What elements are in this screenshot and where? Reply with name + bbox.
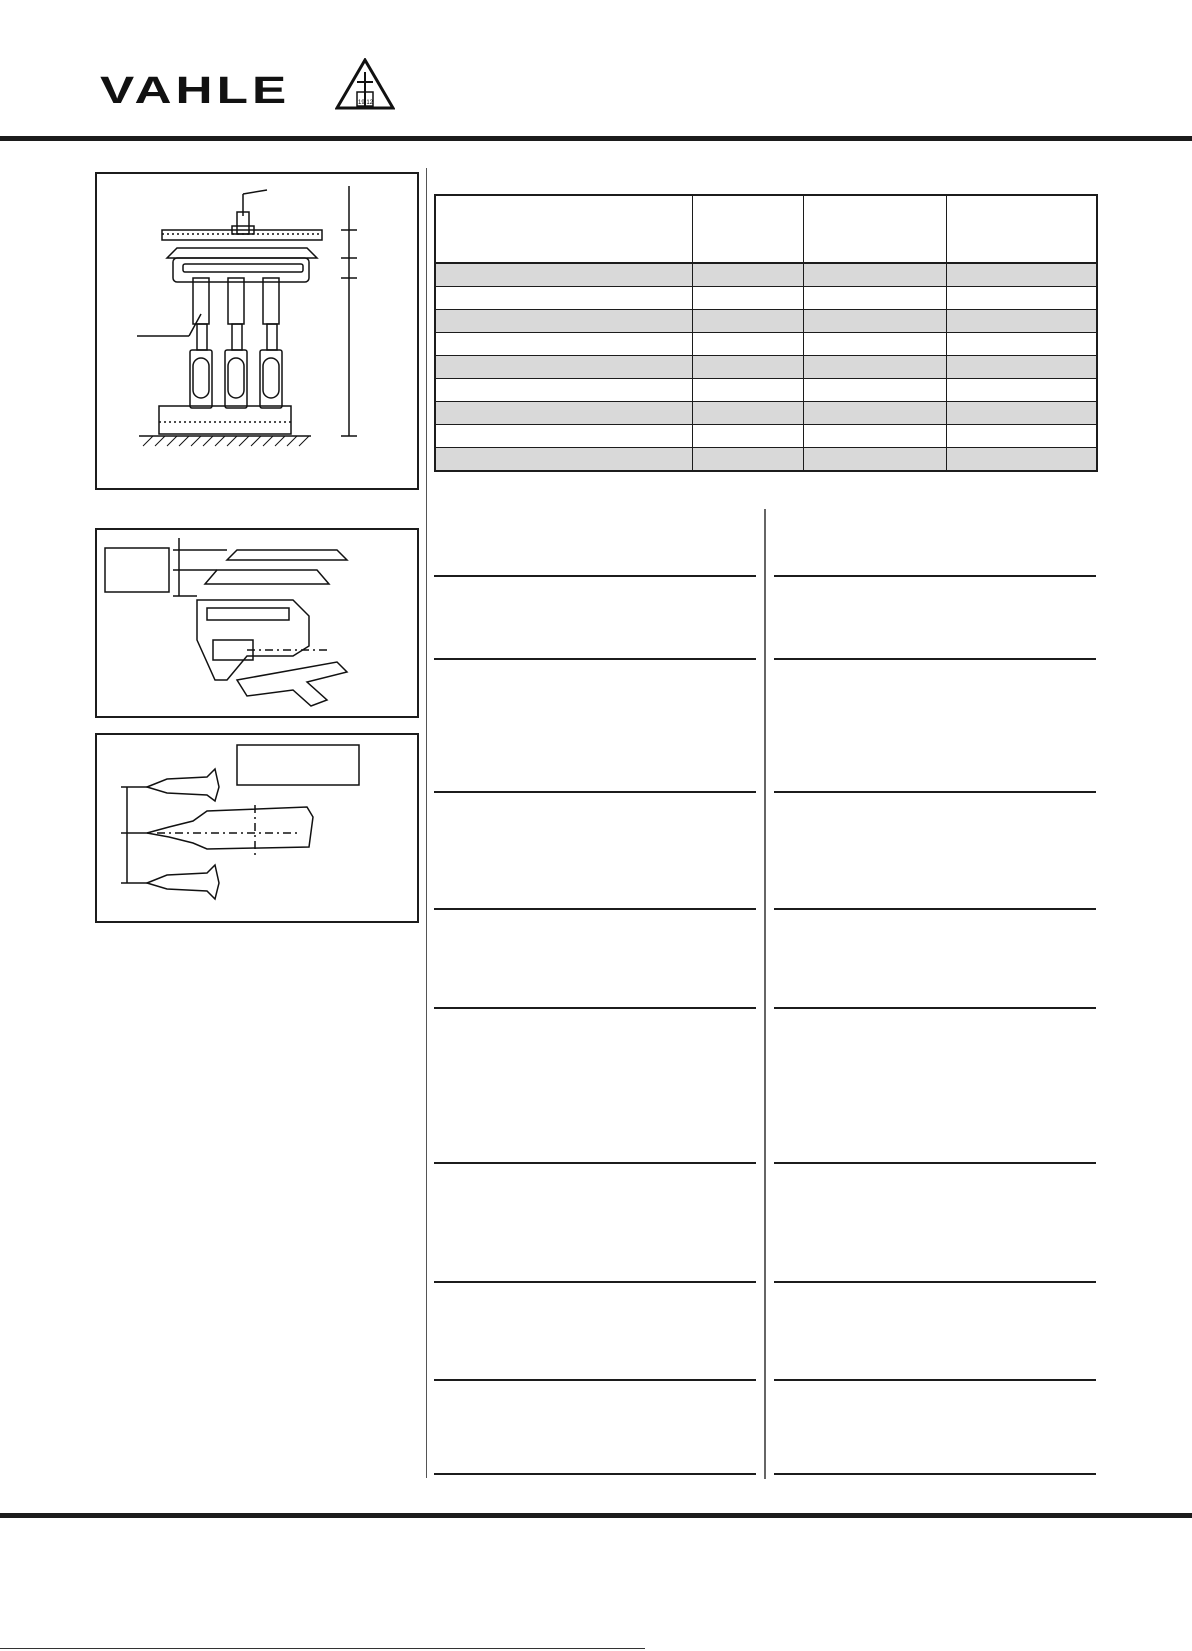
table-cell xyxy=(693,402,804,425)
table-row xyxy=(435,402,1097,425)
entry-right xyxy=(774,1283,1096,1381)
entry-left xyxy=(434,910,756,1009)
table-header-cell xyxy=(947,195,1098,263)
table-header-row xyxy=(435,195,1097,263)
table-header-cell xyxy=(804,195,947,263)
collector-profile-drawing-icon xyxy=(97,530,417,716)
table-cell xyxy=(804,448,947,472)
footer-hairline xyxy=(0,1648,645,1649)
table-cell xyxy=(435,356,693,379)
table-header-cell xyxy=(693,195,804,263)
table-cell xyxy=(693,263,804,287)
specification-table xyxy=(434,194,1098,472)
page-column-divider xyxy=(426,168,427,1478)
table-cell xyxy=(804,402,947,425)
table-cell xyxy=(693,425,804,448)
entry-right xyxy=(774,577,1096,660)
header-rule xyxy=(0,136,1192,141)
vahle-logo xyxy=(100,58,395,110)
table-cell xyxy=(435,287,693,310)
table-row xyxy=(435,425,1097,448)
table-cell xyxy=(435,310,693,333)
entry-left xyxy=(434,1009,756,1164)
footer-rule xyxy=(0,1513,1192,1518)
brand-name: VAHLE xyxy=(100,70,291,112)
conductor-rail-mounting-drawing xyxy=(95,172,419,490)
table-cell xyxy=(947,448,1098,472)
entry-right xyxy=(774,793,1096,910)
table-cell xyxy=(804,333,947,356)
table-cell xyxy=(693,310,804,333)
table-header-cell xyxy=(435,195,693,263)
table-cell xyxy=(435,425,693,448)
table-row xyxy=(435,287,1097,310)
table-row xyxy=(435,333,1097,356)
table-cell xyxy=(947,425,1098,448)
table-cell xyxy=(804,263,947,287)
table-cell xyxy=(947,356,1098,379)
table-cell xyxy=(435,448,693,472)
table-cell xyxy=(435,263,693,287)
table-cell xyxy=(435,402,693,425)
entry-left xyxy=(434,660,756,793)
table-cell xyxy=(435,379,693,402)
entry-right xyxy=(774,1164,1096,1283)
table-cell xyxy=(947,379,1098,402)
table-cell xyxy=(693,379,804,402)
table-cell xyxy=(804,310,947,333)
table-cell xyxy=(947,402,1098,425)
table-cell xyxy=(947,287,1098,310)
entry-right xyxy=(774,910,1096,1009)
vahle-triangle-logo-icon xyxy=(335,58,395,110)
collector-arrangement-drawing xyxy=(95,733,419,923)
table-cell xyxy=(804,425,947,448)
entry-right xyxy=(774,660,1096,793)
collector-arrangement-drawing-icon xyxy=(97,735,417,921)
collector-profile-drawing xyxy=(95,528,419,718)
table-cell xyxy=(947,310,1098,333)
entry-right xyxy=(774,509,1096,577)
entry-left xyxy=(434,509,756,577)
table-row xyxy=(435,310,1097,333)
table-row xyxy=(435,356,1097,379)
table-cell xyxy=(693,287,804,310)
entry-right xyxy=(774,1009,1096,1164)
entry-left xyxy=(434,793,756,910)
table-row xyxy=(435,379,1097,402)
table-cell xyxy=(693,448,804,472)
entry-left xyxy=(434,577,756,660)
conductor-rail-mounting-drawing-icon xyxy=(97,174,417,488)
table-cell xyxy=(693,333,804,356)
entry-right xyxy=(774,1381,1096,1475)
entry-column-divider xyxy=(764,509,766,1479)
table-cell xyxy=(947,333,1098,356)
entry-left xyxy=(434,1164,756,1283)
table-row xyxy=(435,263,1097,287)
table-cell xyxy=(804,287,947,310)
table-row xyxy=(435,448,1097,472)
table-cell xyxy=(435,333,693,356)
table-cell xyxy=(693,356,804,379)
table-cell xyxy=(804,379,947,402)
entry-left xyxy=(434,1283,756,1381)
table-cell xyxy=(804,356,947,379)
svg-text:19 12: 19 12 xyxy=(357,100,373,106)
table-cell xyxy=(947,263,1098,287)
entry-left xyxy=(434,1381,756,1475)
